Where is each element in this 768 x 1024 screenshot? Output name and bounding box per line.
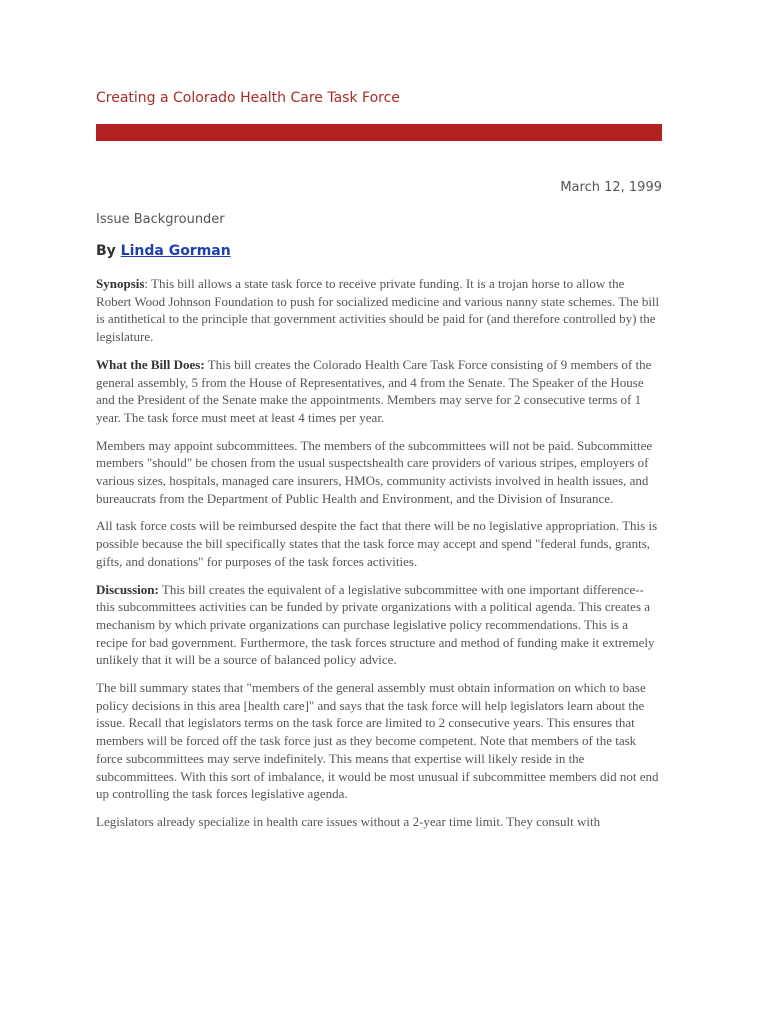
paragraph-text: The bill summary states that "members of the general assembly must obtain information on which to base policy decisions in this area [health care]" and says that the task force will help legislators learn about the issue. Recall that legislators terms on the task force are limited to 2 consecutive years. This ensures that members will be forced off the task force just as they become competent. Note that members of the task force subcommittees may serve indefinitely. This means that expertise will likely reside in the subcommittees. With this sort of imbalance, it would be most unusual if subcommittee members did not end up controlling the task forces legislative agenda. xyxy=(96,680,659,802)
byline-prefix: By xyxy=(96,243,116,259)
paragraph-costs xyxy=(96,517,662,570)
paragraph-lead: Synopsis xyxy=(96,276,145,291)
paragraph-discussion xyxy=(96,581,662,670)
paragraph-lead-separator: : xyxy=(144,276,149,291)
paragraph-text: Legislators already specialize in health care issues without a 2-year time limit. They consult with xyxy=(96,813,601,829)
paragraph-bill-summary xyxy=(96,679,662,803)
paragraph-legislators xyxy=(96,813,662,831)
paragraph-text: All task force costs will be reimbursed despite the fact that there will be no legislative appropriation. This is possible because the bill specifically states that the task force may accept and spend "federal funds, grants, gifts, and donations" for purposes of the task forces activities. xyxy=(96,518,658,569)
paragraph-synopsis xyxy=(96,275,662,346)
author-link[interactable]: Linda Gorman xyxy=(120,243,231,259)
paragraph-what-the-bill-does xyxy=(96,356,662,427)
paragraph-text: This bill allows a state task force to receive private funding. It is a trojan horse to allow the Robert Wood Johnson Foundation to push for socialized medicine and various nanny state schemes. The bill is antithetical to the principle that government activities should be paid for (and therefore controlled by) the legislature. xyxy=(96,276,660,345)
paragraph-text: Members may appoint subcommittees. The members of the subcommittees will not be paid. Subcommittee members "should" be chosen from the usual suspectshealth care providers of various stripes, employers of various sizes, hospitals, managed care insurers, HMOs, community activists involved in health issues, and bureaucrats from the Department of Public Health and Environment, and the Division of Insurance. xyxy=(96,437,653,506)
paragraph-text: This bill creates the equivalent of a legislative subcommittee with one important difference--this subcommittees activities can be funded by private organizations with a political agenda. This creates a mechanism by which private organizations can purchase legislative policy recommendations. This is a recipe for bad government. Furthermore, the task forces structure and method of funding make it extremely unlikely that it will be a source of balanced policy advice. xyxy=(96,581,655,668)
article-kicker: Issue Backgrounder xyxy=(96,212,225,227)
paragraph-lead: What the Bill Does: xyxy=(96,356,205,372)
title-divider-bar xyxy=(96,124,662,141)
paragraph-text: This bill creates the Colorado Health Care Task Force consisting of 9 members of the general assembly, 5 from the House of Representatives, and 4 from the Senate. The Speaker of the House and the President of the Senate make the appointments. Members may serve for 2 consecutive terms of 1 year. The task force must meet at least 4 times per year. xyxy=(96,356,652,425)
paragraph-lead: Discussion: xyxy=(96,581,159,597)
publication-date: March 12, 1999 xyxy=(560,180,662,195)
byline xyxy=(96,243,231,259)
article-body xyxy=(96,275,662,841)
page-title: Creating a Colorado Health Care Task Force xyxy=(96,90,400,106)
paragraph-subcommittees xyxy=(96,437,662,508)
